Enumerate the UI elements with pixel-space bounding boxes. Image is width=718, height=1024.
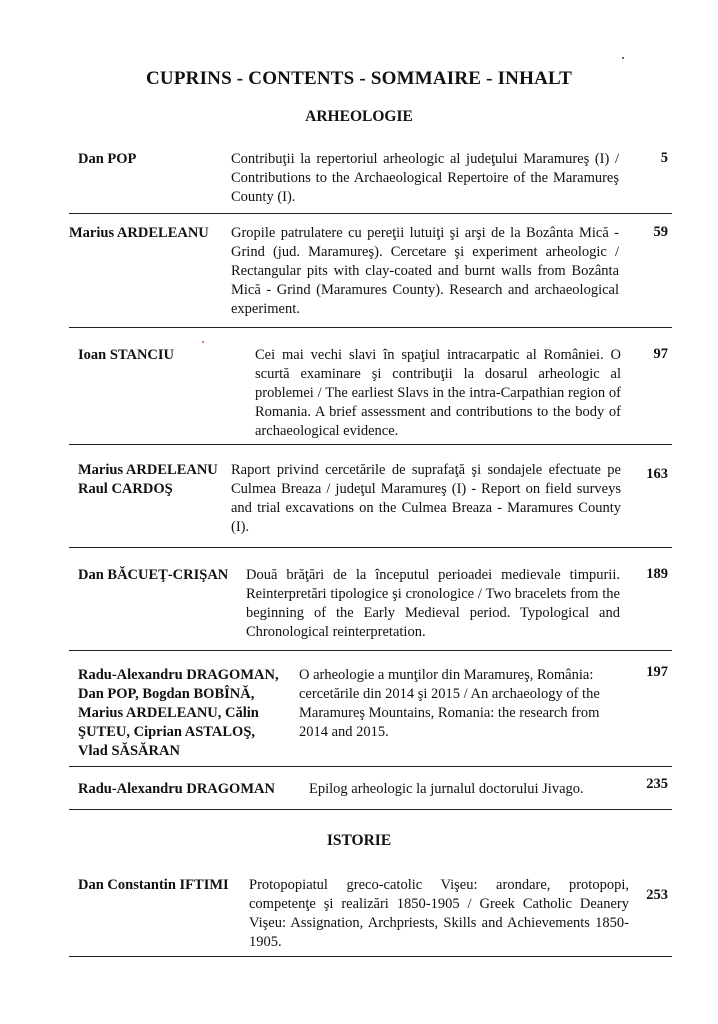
entry-author xyxy=(78,461,228,499)
entry-page-number: 189 xyxy=(646,566,668,582)
divider xyxy=(69,547,672,548)
entry-author: Ioan STANCIU xyxy=(78,347,175,363)
entry-author: Dan BĂCUEŢ-CRIŞAN xyxy=(78,567,229,583)
entry-title: O arheologie a munţilor din Maramureş, România: cercetările din 2014 şi 2015 / An archaeology of the Maramureş Mountains, Romania: the research from 2014 and 2015. xyxy=(299,667,600,740)
entry-page-number: 59 xyxy=(653,224,668,240)
divider xyxy=(69,809,672,810)
entry-title: Cei mai vechi slavi în spaţiul intracarpatic al României. O scurtă examinare şi contribuţii la dosarul arheologic al problemei / The earliest Slavs in the intra-Carpathian region of Romania. A brief assessment and contributions to the body of archaeological evidence. xyxy=(255,347,621,439)
divider xyxy=(69,327,672,328)
author-line: ŞUTEU, Ciprian ASTALOŞ, xyxy=(78,724,256,740)
scan-speck xyxy=(202,341,204,343)
author-line: Vlad SĂSĂRAN xyxy=(78,743,180,759)
entry-author xyxy=(78,666,298,761)
entry-page-number: 253 xyxy=(646,887,668,903)
divider xyxy=(69,766,672,767)
entry-page-number: 97 xyxy=(653,346,668,362)
page-title: CUPRINS - CONTENTS - SOMMAIRE - INHALT xyxy=(146,68,572,89)
entry-page-number: 163 xyxy=(646,466,668,482)
divider xyxy=(69,650,672,651)
author-line: Marius ARDELEANU, Călin xyxy=(78,705,259,721)
section-heading-istorie: ISTORIE xyxy=(326,832,392,849)
entry-title: Contribuţii la repertoriul arheologic al judeţului Maramureş (I) / Contributions to the Archaeological Repertoire of the Maramureş County (I). xyxy=(231,151,619,205)
entry-title: Protopopiatul greco-catolic Vişeu: arondare, protopopi, competenţe şi realizări 1850-1905 / Greek Catholic Deanery Vişeu: Assignation, Archpriests, Skills and Achievements 1850-1905. xyxy=(249,877,629,950)
entry-page-number: 5 xyxy=(660,150,668,166)
scan-speck xyxy=(622,57,624,59)
author-line: Raul CARDOŞ xyxy=(78,481,173,497)
author-line: Radu-Alexandru DRAGOMAN, xyxy=(78,667,279,683)
entry-author: Dan Constantin IFTIMI xyxy=(78,877,229,893)
entry-author: Dan POP xyxy=(78,151,137,167)
divider xyxy=(69,956,672,957)
divider xyxy=(69,213,672,214)
entry-title: Epilog arheologic la jurnalul doctorului Jivago. xyxy=(309,781,584,797)
entry-page-number: 235 xyxy=(646,776,668,792)
entry-title: Două brăţări de la începutul perioadei medievale timpurii. Reinterpretări tipologice şi cronologice / Two bracelets from the beginning of the Early Medieval period. Typological and Chronological reinterpretation. xyxy=(246,567,620,640)
entry-title: Raport privind cercetările de suprafaţă şi sondajele efectuate pe Culmea Breaza / judeţul Maramureş (I) - Report on field surveys and trial excavations on the Culmea Breaza - Maramures County (I). xyxy=(231,462,621,535)
author-line: Marius ARDELEANU xyxy=(78,462,218,478)
entry-author: Marius ARDELEANU xyxy=(69,225,209,241)
author-line: Dan POP, Bogdan BOBÎNĂ, xyxy=(78,686,255,702)
section-heading-arheologie: ARHEOLOGIE xyxy=(305,108,413,125)
entry-author: Radu-Alexandru DRAGOMAN xyxy=(78,781,275,797)
entry-title: Gropile patrulatere cu pereţii lutuiţi şi arşi de la Bozânta Mică - Grind (jud. Maramureş). Cercetare şi experiment arheologic / Rectangular pits with clay-coated and burnt walls from Bozânta Mică - Grind (Maramures County). Research and archaeological experiment. xyxy=(231,225,619,317)
divider xyxy=(69,444,672,445)
entry-page-number: 197 xyxy=(646,664,668,680)
